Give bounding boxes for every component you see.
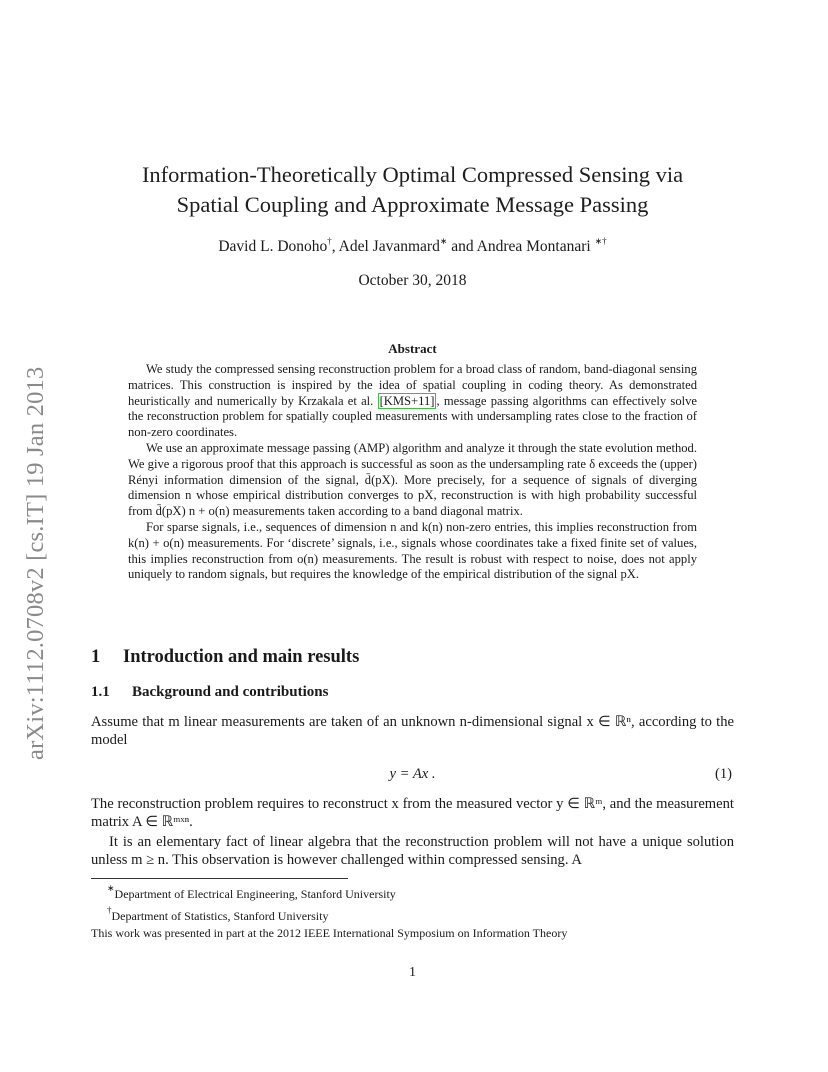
abstract-paragraph — [128, 362, 697, 441]
affiliation-mark: ∗† — [594, 236, 607, 246]
abstract-paragraph: For sparse signals, i.e., sequences of dimension n and k(n) non-zero entries, this implies reconstruction from k(n) + o(n) measurements. For ‘discrete’ signals, i.e., signals whose coordinates take a fixed finite set of values, this implies reconstruction from o(n) measurements. The result is robust with respect to noise, does not apply uniquely to random signals, but requires the knowledge of the empirical distribution of the signal pX. — [128, 519, 697, 582]
footnote-rule — [91, 878, 348, 879]
body-paragraph — [91, 795, 734, 831]
author-separator: , — [331, 238, 339, 255]
paragraph-text: Assume that m linear measurements are taken of an unknown n-dimensional signal x ∈ ℝⁿ, according to the model — [91, 714, 734, 748]
footnote — [107, 883, 396, 901]
footnote: This work was presented in part at the 2012 IEEE International Symposium on Information Theory — [91, 926, 568, 940]
paragraph-text: The reconstruction problem requires to reconstruct x from the measured vector y ∈ ℝᵐ, and the measurement matrix A ∈ ℝᵐˣⁿ. — [91, 796, 734, 830]
abstract — [128, 362, 697, 583]
equation-expression: y = Ax . — [389, 766, 436, 782]
page-number: 1 — [409, 965, 416, 980]
footnote-text: Department of Electrical Engineering, Stanford University — [114, 887, 396, 901]
paper-title — [92, 160, 733, 220]
equation-number: (1) — [714, 766, 732, 782]
author-name: Adel Javanmard — [338, 238, 440, 255]
arxiv-stamp: arXiv:1112.0708v2 [cs.IT] 19 Jan 2013 — [22, 366, 49, 760]
citation-link[interactable]: [KMS+11] — [379, 393, 435, 408]
subsection-heading — [91, 684, 328, 701]
subsection-number: 1.1 — [91, 684, 110, 700]
affiliation-mark: † — [327, 236, 332, 246]
subsection-title: Background and contributions — [132, 684, 329, 700]
section-heading — [91, 647, 359, 668]
footnote-text: Department of Statistics, Stanford University — [111, 909, 329, 923]
body-paragraph — [91, 833, 734, 869]
title-line-1: Information-Theoretically Optimal Compressed Sensing via — [141, 162, 684, 187]
footnote-mark: † — [107, 905, 112, 915]
title-line-2: Spatial Coupling and Approximate Message Passing — [176, 192, 649, 217]
paper-date: October 30, 2018 — [358, 272, 467, 289]
author-separator: and — [447, 238, 477, 255]
abstract-text: We study the compressed sensing reconstruction problem for a broad class of random, band-diagonal sensing matrices. This construction is inspired by the idea of spatial coupling in coding theory. As demonstrated heuristically and numerically by Krzakala et al. — [128, 362, 697, 408]
section-number: 1 — [91, 647, 101, 667]
author-name: David L. Donoho — [218, 238, 328, 255]
abstract-text: , message passing algorithms can effectively solve the reconstruction problem for spatially coupled measurements with undersampling rates close to the fraction of non-zero coordinates. — [128, 393, 697, 440]
section-title: Introduction and main results — [123, 647, 360, 667]
author-name: Andrea Montanari — [476, 238, 591, 255]
footnote — [107, 905, 329, 923]
body-paragraph — [91, 713, 734, 749]
equation — [91, 766, 734, 784]
author-list — [92, 237, 733, 257]
abstract-paragraph: We use an approximate message passing (AMP) algorithm and analyze it through the state evolution method. We give a rigorous proof that this approach is successful as soon as the undersampling rate δ exceeds the (upper) Rényi information dimension of the signal, d̄(pX). More precisely, for a sequence of signals of diverging dimension n whose empirical distribution converges to pX, reconstruction is with high probability successful from d̄(pX) n + o(n) measurements taken according to a band diagonal matrix. — [128, 440, 697, 519]
abstract-heading: Abstract — [388, 341, 437, 356]
paragraph-text: It is an elementary fact of linear algebra that the reconstruction problem will not have a unique solution unless m ≥ n. This observation is however challenged within compressed sensing. A — [91, 834, 734, 868]
affiliation-mark: ∗ — [439, 236, 448, 246]
footnote-mark: ∗ — [107, 883, 115, 893]
